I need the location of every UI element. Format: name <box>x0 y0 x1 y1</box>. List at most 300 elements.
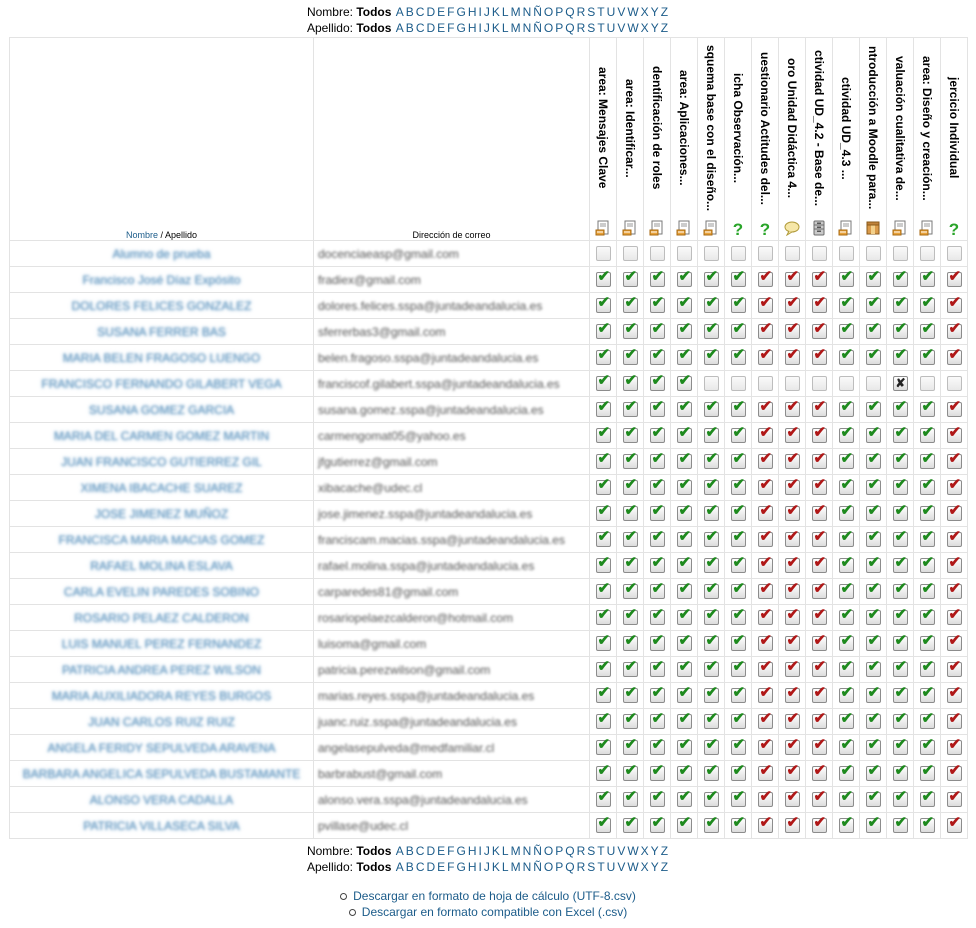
student-name-link[interactable]: MARIA BELEN FRAGOSO LUENGO <box>62 350 261 365</box>
completion-complete-icon[interactable]: ✔ <box>840 450 854 468</box>
download-excel-csv-link[interactable]: Descargar en formato compatible con Excel (.csv) <box>361 905 628 919</box>
completion-complete-icon[interactable]: ✔ <box>624 450 638 468</box>
completion-incomplete-icon[interactable]: ✔ <box>948 762 962 780</box>
completion-complete-icon[interactable]: ✔ <box>732 814 746 832</box>
filter-letter-link[interactable]: L <box>501 21 509 35</box>
completion-complete-icon[interactable]: ✔ <box>624 580 638 598</box>
filter-letter-link[interactable]: Y <box>650 860 659 874</box>
completion-complete-icon[interactable]: ✔ <box>867 658 881 676</box>
filter-letter-link[interactable]: K <box>491 5 500 19</box>
completion-incomplete-icon[interactable]: ✔ <box>813 658 827 676</box>
completion-complete-icon[interactable]: ✔ <box>894 424 908 442</box>
completion-incomplete-icon[interactable]: ✔ <box>813 476 827 494</box>
completion-complete-icon[interactable]: ✔ <box>597 658 611 676</box>
filter-letter-link[interactable]: E <box>437 844 446 858</box>
completion-incomplete-icon[interactable]: ✔ <box>813 268 827 286</box>
filter-letter-link[interactable]: P <box>555 844 564 858</box>
completion-empty-icon[interactable] <box>677 246 692 261</box>
completion-complete-icon[interactable]: ✔ <box>624 268 638 286</box>
completion-complete-icon[interactable]: ✔ <box>732 294 746 312</box>
completion-incomplete-icon[interactable]: ✔ <box>948 346 962 364</box>
completion-complete-icon[interactable]: ✔ <box>921 788 935 806</box>
filter-letter-link[interactable]: I <box>478 844 482 858</box>
completion-complete-icon[interactable]: ✔ <box>678 632 692 650</box>
completion-incomplete-icon[interactable]: ✔ <box>786 346 800 364</box>
completion-complete-icon[interactable]: ✔ <box>705 398 719 416</box>
student-name-link[interactable]: XIMENA IBACACHE SUAREZ <box>80 480 243 495</box>
completion-complete-icon[interactable]: ✔ <box>651 736 665 754</box>
completion-empty-icon[interactable] <box>812 376 827 391</box>
completion-complete-icon[interactable]: ✔ <box>705 554 719 572</box>
completion-incomplete-icon[interactable]: ✔ <box>786 606 800 624</box>
completion-incomplete-icon[interactable]: ✔ <box>813 710 827 728</box>
filter-letter-link[interactable]: G <box>456 21 466 35</box>
completion-complete-icon[interactable]: ✔ <box>840 814 854 832</box>
completion-complete-icon[interactable]: ✔ <box>651 372 665 390</box>
filter-letter-link[interactable]: Y <box>650 5 659 19</box>
filter-letter-link[interactable]: Z <box>660 844 669 858</box>
student-name-link[interactable]: JOSE JIMENEZ MUÑOZ <box>94 506 229 521</box>
filter-letter-link[interactable]: J <box>483 860 490 874</box>
student-name-link[interactable]: ROSARIO PELAEZ CALDERON <box>74 610 249 625</box>
completion-complete-icon[interactable]: ✔ <box>732 398 746 416</box>
filter-letter-link[interactable]: U <box>606 21 616 35</box>
completion-incomplete-icon[interactable]: ✔ <box>948 424 962 442</box>
completion-incomplete-icon[interactable]: ✔ <box>813 346 827 364</box>
completion-complete-icon[interactable]: ✔ <box>894 736 908 754</box>
completion-complete-icon[interactable]: ✔ <box>867 814 881 832</box>
completion-complete-icon[interactable]: ✔ <box>678 476 692 494</box>
completion-complete-icon[interactable]: ✔ <box>678 606 692 624</box>
completion-complete-icon[interactable]: ✔ <box>867 710 881 728</box>
filter-letter-link[interactable]: D <box>426 21 436 35</box>
completion-complete-icon[interactable]: ✔ <box>840 320 854 338</box>
student-name-link[interactable]: PATRICIA ANDREA PEREZ WILSON <box>62 662 261 677</box>
student-name-link[interactable]: RAFAEL MOLINA ESLAVA <box>90 558 233 573</box>
completion-complete-icon[interactable]: ✔ <box>894 268 908 286</box>
completion-complete-icon[interactable]: ✔ <box>921 424 935 442</box>
completion-complete-icon[interactable]: ✔ <box>624 372 638 390</box>
completion-complete-icon[interactable]: ✔ <box>732 736 746 754</box>
completion-complete-icon[interactable]: ✔ <box>705 450 719 468</box>
completion-incomplete-icon[interactable]: ✔ <box>813 502 827 520</box>
completion-complete-icon[interactable]: ✔ <box>624 502 638 520</box>
filter-letter-link[interactable]: C <box>415 860 425 874</box>
completion-complete-icon[interactable]: ✔ <box>624 762 638 780</box>
completion-complete-icon[interactable]: ✔ <box>597 580 611 598</box>
completion-complete-icon[interactable]: ✔ <box>651 580 665 598</box>
filter-letter-link[interactable]: I <box>478 5 482 19</box>
completion-incomplete-icon[interactable]: ✔ <box>813 736 827 754</box>
filter-letter-link[interactable]: T <box>597 844 605 858</box>
completion-empty-icon[interactable] <box>839 246 854 261</box>
filter-letter-link[interactable]: T <box>597 5 605 19</box>
filter-letter-link[interactable]: S <box>587 5 596 19</box>
completion-complete-icon[interactable]: ✔ <box>705 710 719 728</box>
completion-complete-icon[interactable]: ✔ <box>894 294 908 312</box>
completion-complete-icon[interactable]: ✔ <box>624 476 638 494</box>
filter-letter-link[interactable]: W <box>627 844 639 858</box>
completion-incomplete-icon[interactable]: ✔ <box>786 398 800 416</box>
filter-letter-link[interactable]: G <box>456 860 466 874</box>
completion-incomplete-icon[interactable]: ✔ <box>813 450 827 468</box>
completion-complete-icon[interactable]: ✔ <box>678 528 692 546</box>
filter-letter-link[interactable]: U <box>606 844 616 858</box>
completion-empty-icon[interactable] <box>731 246 746 261</box>
completion-incomplete-icon[interactable]: ✔ <box>759 424 773 442</box>
filter-letter-link[interactable]: J <box>483 21 490 35</box>
completion-complete-icon[interactable]: ✔ <box>651 398 665 416</box>
completion-complete-icon[interactable]: ✔ <box>840 528 854 546</box>
completion-incomplete-icon[interactable]: ✔ <box>813 424 827 442</box>
completion-incomplete-icon[interactable]: ✔ <box>759 528 773 546</box>
completion-incomplete-icon[interactable]: ✔ <box>813 606 827 624</box>
completion-complete-icon[interactable]: ✔ <box>840 684 854 702</box>
completion-complete-icon[interactable]: ✔ <box>651 268 665 286</box>
completion-complete-icon[interactable]: ✔ <box>894 710 908 728</box>
completion-empty-icon[interactable] <box>731 376 746 391</box>
completion-incomplete-icon[interactable]: ✔ <box>813 398 827 416</box>
filter-letter-link[interactable]: L <box>501 844 509 858</box>
completion-complete-icon[interactable]: ✔ <box>651 788 665 806</box>
completion-complete-icon[interactable]: ✔ <box>624 684 638 702</box>
completion-complete-icon[interactable]: ✔ <box>624 554 638 572</box>
filter-letter-link[interactable]: T <box>597 860 605 874</box>
completion-complete-icon[interactable]: ✔ <box>651 710 665 728</box>
completion-complete-icon[interactable]: ✔ <box>867 502 881 520</box>
completion-complete-icon[interactable]: ✔ <box>678 346 692 364</box>
sort-by-first-name-link[interactable]: Nombre <box>125 230 158 240</box>
filter-letter-link[interactable]: X <box>640 860 649 874</box>
completion-incomplete-icon[interactable]: ✔ <box>759 710 773 728</box>
completion-complete-icon[interactable]: ✔ <box>867 424 881 442</box>
filter-letter-link[interactable]: S <box>587 21 596 35</box>
completion-complete-icon[interactable]: ✔ <box>651 294 665 312</box>
completion-incomplete-icon[interactable]: ✔ <box>813 762 827 780</box>
completion-complete-icon[interactable]: ✔ <box>624 424 638 442</box>
completion-complete-icon[interactable]: ✔ <box>651 346 665 364</box>
completion-complete-icon[interactable]: ✔ <box>921 294 935 312</box>
filter-letter-link[interactable]: T <box>597 21 605 35</box>
completion-complete-icon[interactable]: ✔ <box>597 762 611 780</box>
completion-complete-icon[interactable]: ✔ <box>597 502 611 520</box>
filter-letter-link[interactable]: B <box>405 21 414 35</box>
completion-complete-icon[interactable]: ✔ <box>867 476 881 494</box>
completion-complete-icon[interactable]: ✔ <box>705 424 719 442</box>
completion-complete-icon[interactable]: ✔ <box>597 450 611 468</box>
completion-incomplete-icon[interactable]: ✔ <box>948 814 962 832</box>
filter-letter-link[interactable]: Z <box>660 5 669 19</box>
completion-empty-icon[interactable] <box>839 376 854 391</box>
completion-complete-icon[interactable]: ✔ <box>678 320 692 338</box>
completion-complete-icon[interactable]: ✔ <box>624 632 638 650</box>
completion-incomplete-icon[interactable]: ✔ <box>813 294 827 312</box>
completion-complete-icon[interactable]: ✔ <box>732 450 746 468</box>
filter-letter-link[interactable]: Q <box>565 860 575 874</box>
completion-empty-icon[interactable] <box>893 246 908 261</box>
student-name-link[interactable]: DOLORES FELICES GONZALEZ <box>71 298 252 313</box>
completion-incomplete-icon[interactable]: ✔ <box>786 476 800 494</box>
filter-letter-link[interactable]: P <box>555 5 564 19</box>
completion-incomplete-icon[interactable]: ✔ <box>786 710 800 728</box>
completion-complete-icon[interactable]: ✔ <box>921 814 935 832</box>
completion-complete-icon[interactable]: ✔ <box>894 502 908 520</box>
completion-complete-icon[interactable]: ✔ <box>732 632 746 650</box>
completion-complete-icon[interactable]: ✔ <box>921 736 935 754</box>
completion-incomplete-icon[interactable]: ✔ <box>813 684 827 702</box>
completion-incomplete-icon[interactable]: ✔ <box>948 528 962 546</box>
completion-complete-icon[interactable]: ✔ <box>732 502 746 520</box>
completion-empty-icon[interactable] <box>920 246 935 261</box>
filter-letter-link[interactable]: B <box>405 5 414 19</box>
completion-complete-icon[interactable]: ✔ <box>732 476 746 494</box>
filter-letter-link[interactable]: J <box>483 5 490 19</box>
completion-complete-icon[interactable]: ✔ <box>597 684 611 702</box>
completion-complete-icon[interactable]: ✔ <box>705 736 719 754</box>
completion-complete-icon[interactable]: ✔ <box>678 424 692 442</box>
completion-complete-icon[interactable]: ✔ <box>597 398 611 416</box>
completion-complete-icon[interactable]: ✔ <box>894 450 908 468</box>
filter-letter-link[interactable]: Q <box>565 5 575 19</box>
completion-empty-icon[interactable] <box>812 246 827 261</box>
completion-empty-icon[interactable] <box>920 376 935 391</box>
completion-complete-icon[interactable]: ✔ <box>921 710 935 728</box>
completion-complete-icon[interactable]: ✔ <box>732 268 746 286</box>
filter-letter-link[interactable]: H <box>467 5 477 19</box>
filter-letter-link[interactable]: E <box>437 860 446 874</box>
student-name-link[interactable]: JUAN CARLOS RUIZ RUIZ <box>88 714 235 729</box>
completion-complete-icon[interactable]: ✔ <box>678 372 692 390</box>
filter-letter-link[interactable]: F <box>447 5 455 19</box>
completion-complete-icon[interactable]: ✔ <box>867 268 881 286</box>
completion-incomplete-icon[interactable]: ✔ <box>948 606 962 624</box>
filter-letter-link[interactable]: H <box>467 21 477 35</box>
filter-letter-link[interactable]: X <box>640 21 649 35</box>
completion-complete-icon[interactable]: ✔ <box>597 268 611 286</box>
completion-complete-icon[interactable]: ✔ <box>867 788 881 806</box>
completion-complete-icon[interactable]: ✔ <box>921 684 935 702</box>
completion-complete-icon[interactable]: ✔ <box>867 346 881 364</box>
completion-complete-icon[interactable]: ✔ <box>732 788 746 806</box>
filter-letter-link[interactable]: M <box>510 21 521 35</box>
filter-letter-link[interactable]: N <box>522 844 532 858</box>
completion-complete-icon[interactable]: ✔ <box>732 606 746 624</box>
completion-complete-icon[interactable]: ✔ <box>840 476 854 494</box>
activity-column-header[interactable] <box>752 38 779 241</box>
activity-column-header[interactable] <box>617 38 644 241</box>
completion-complete-icon[interactable]: ✔ <box>840 762 854 780</box>
completion-complete-icon[interactable]: ✔ <box>921 502 935 520</box>
student-name-link[interactable]: MARIA DEL CARMEN GOMEZ MARTIN <box>53 428 270 443</box>
filter-letter-link[interactable]: I <box>478 21 482 35</box>
filter-letter-link[interactable]: A <box>395 844 404 858</box>
completion-complete-icon[interactable]: ✔ <box>921 268 935 286</box>
completion-incomplete-icon[interactable]: ✔ <box>759 346 773 364</box>
completion-complete-icon[interactable]: ✔ <box>705 294 719 312</box>
completion-complete-icon[interactable]: ✔ <box>867 736 881 754</box>
completion-complete-icon[interactable]: ✔ <box>840 268 854 286</box>
completion-incomplete-icon[interactable]: ✔ <box>948 398 962 416</box>
completion-complete-icon[interactable]: ✔ <box>597 736 611 754</box>
completion-empty-icon[interactable] <box>866 246 881 261</box>
completion-incomplete-icon[interactable]: ✔ <box>759 320 773 338</box>
completion-complete-icon[interactable]: ✔ <box>921 658 935 676</box>
completion-complete-icon[interactable]: ✔ <box>840 398 854 416</box>
completion-incomplete-icon[interactable]: ✔ <box>948 450 962 468</box>
completion-complete-icon[interactable]: ✔ <box>840 346 854 364</box>
completion-incomplete-icon[interactable]: ✔ <box>786 268 800 286</box>
filter-letter-link[interactable]: S <box>587 844 596 858</box>
completion-complete-icon[interactable]: ✔ <box>624 346 638 364</box>
student-name-link[interactable]: ANGELA FERIDY SEPULVEDA ARAVENA <box>47 740 276 755</box>
completion-complete-icon[interactable]: ✔ <box>732 346 746 364</box>
filter-letter-link[interactable]: Q <box>565 844 575 858</box>
completion-complete-icon[interactable]: ✔ <box>651 476 665 494</box>
student-name-link[interactable]: JUAN FRANCISCO GUTIERREZ GIL <box>61 454 262 469</box>
completion-complete-icon[interactable]: ✔ <box>867 580 881 598</box>
completion-complete-icon[interactable]: ✔ <box>678 450 692 468</box>
student-name-link[interactable]: Francisco José Díaz Expósito <box>82 272 241 287</box>
filter-letter-link[interactable]: O <box>543 21 554 35</box>
completion-complete-icon[interactable]: ✔ <box>705 268 719 286</box>
completion-complete-icon[interactable]: ✔ <box>651 762 665 780</box>
completion-complete-icon[interactable]: ✔ <box>732 762 746 780</box>
completion-empty-icon[interactable] <box>650 246 665 261</box>
completion-complete-icon[interactable]: ✔ <box>651 632 665 650</box>
completion-complete-icon[interactable]: ✔ <box>597 814 611 832</box>
completion-complete-icon[interactable]: ✔ <box>921 346 935 364</box>
completion-complete-icon[interactable]: ✔ <box>705 632 719 650</box>
activity-column-header[interactable] <box>941 38 968 241</box>
completion-complete-icon[interactable]: ✔ <box>678 398 692 416</box>
completion-complete-icon[interactable]: ✔ <box>732 684 746 702</box>
completion-incomplete-icon[interactable]: ✔ <box>786 294 800 312</box>
completion-complete-icon[interactable]: ✔ <box>894 528 908 546</box>
completion-complete-icon[interactable]: ✔ <box>867 632 881 650</box>
filter-letter-link[interactable]: F <box>447 860 455 874</box>
filter-letter-link[interactable]: N <box>522 860 532 874</box>
completion-complete-icon[interactable]: ✔ <box>678 684 692 702</box>
completion-incomplete-icon[interactable]: ✔ <box>759 398 773 416</box>
activity-column-header[interactable] <box>698 38 725 241</box>
completion-empty-icon[interactable] <box>623 246 638 261</box>
filter-letter-link[interactable]: I <box>478 860 482 874</box>
completion-complete-icon[interactable]: ✔ <box>921 580 935 598</box>
filter-letter-link[interactable]: N <box>522 5 532 19</box>
filter-letter-link[interactable]: R <box>576 21 586 35</box>
completion-empty-icon[interactable] <box>866 376 881 391</box>
completion-incomplete-icon[interactable]: ✔ <box>948 476 962 494</box>
filter-letter-link[interactable]: M <box>510 5 521 19</box>
completion-complete-icon[interactable]: ✔ <box>624 320 638 338</box>
activity-column-header[interactable] <box>833 38 860 241</box>
completion-incomplete-icon[interactable]: ✔ <box>813 580 827 598</box>
completion-empty-icon[interactable] <box>704 376 719 391</box>
completion-complete-icon[interactable]: ✔ <box>651 502 665 520</box>
completion-complete-icon[interactable]: ✔ <box>651 450 665 468</box>
completion-incomplete-icon[interactable]: ✔ <box>759 450 773 468</box>
activity-column-header[interactable] <box>779 38 806 241</box>
completion-incomplete-icon[interactable]: ✔ <box>786 684 800 702</box>
completion-complete-icon[interactable]: ✔ <box>705 346 719 364</box>
completion-incomplete-icon[interactable]: ✔ <box>759 632 773 650</box>
completion-complete-icon[interactable]: ✔ <box>624 736 638 754</box>
completion-complete-icon[interactable]: ✔ <box>867 684 881 702</box>
completion-incomplete-icon[interactable]: ✔ <box>759 580 773 598</box>
filter-letter-link[interactable]: Q <box>565 21 575 35</box>
filter-letter-link[interactable]: F <box>447 21 455 35</box>
completion-incomplete-icon[interactable]: ✔ <box>948 736 962 754</box>
completion-complete-icon[interactable]: ✔ <box>624 294 638 312</box>
completion-complete-icon[interactable]: ✔ <box>840 658 854 676</box>
filter-letter-link[interactable]: H <box>467 844 477 858</box>
completion-complete-icon[interactable]: ✔ <box>921 476 935 494</box>
activity-column-header[interactable] <box>590 38 617 241</box>
completion-complete-icon[interactable]: ✔ <box>678 736 692 754</box>
completion-empty-icon[interactable] <box>758 246 773 261</box>
completion-complete-icon[interactable]: ✔ <box>894 554 908 572</box>
completion-complete-icon[interactable]: ✔ <box>840 294 854 312</box>
completion-complete-icon[interactable]: ✔ <box>732 554 746 572</box>
completion-complete-icon[interactable]: ✔ <box>597 320 611 338</box>
filter-letter-link[interactable]: V <box>617 5 626 19</box>
filter-letter-link[interactable]: Z <box>660 860 669 874</box>
completion-complete-icon[interactable]: ✔ <box>840 788 854 806</box>
student-name-link[interactable]: ALONSO VERA CADALLA <box>89 792 234 807</box>
student-name-link[interactable]: LUIS MANUEL PEREZ FERNANDEZ <box>61 636 262 651</box>
filter-letter-link[interactable]: G <box>456 844 466 858</box>
completion-incomplete-icon[interactable]: ✔ <box>813 554 827 572</box>
activity-column-header[interactable] <box>644 38 671 241</box>
completion-complete-icon[interactable]: ✔ <box>732 580 746 598</box>
completion-complete-icon[interactable]: ✔ <box>705 814 719 832</box>
completion-complete-icon[interactable]: ✔ <box>867 320 881 338</box>
completion-incomplete-icon[interactable]: ✔ <box>759 294 773 312</box>
completion-complete-icon[interactable]: ✔ <box>678 814 692 832</box>
student-name-link[interactable]: FRANCISCO FERNANDO GILABERT VEGA <box>41 376 282 391</box>
completion-complete-icon[interactable]: ✔ <box>624 658 638 676</box>
completion-complete-icon[interactable]: ✔ <box>705 684 719 702</box>
completion-complete-icon[interactable]: ✔ <box>678 762 692 780</box>
filter-letter-link[interactable]: R <box>576 5 586 19</box>
filter-letter-link[interactable]: S <box>587 860 596 874</box>
completion-incomplete-icon[interactable]: ✔ <box>759 554 773 572</box>
completion-complete-icon[interactable]: ✔ <box>651 684 665 702</box>
completion-complete-icon[interactable]: ✔ <box>678 502 692 520</box>
completion-complete-icon[interactable]: ✔ <box>705 788 719 806</box>
filter-letter-link[interactable]: O <box>543 844 554 858</box>
filter-letter-link[interactable]: L <box>501 5 509 19</box>
filter-letter-link[interactable]: V <box>617 21 626 35</box>
completion-incomplete-icon[interactable]: ✔ <box>786 632 800 650</box>
filter-letter-link[interactable]: E <box>437 5 446 19</box>
filter-letter-link[interactable]: W <box>627 860 639 874</box>
completion-complete-icon[interactable]: ✔ <box>894 684 908 702</box>
completion-incomplete-icon[interactable]: ✔ <box>759 476 773 494</box>
completion-complete-icon[interactable]: ✔ <box>678 788 692 806</box>
completion-incomplete-icon[interactable]: ✔ <box>786 658 800 676</box>
filter-letter-link[interactable]: W <box>627 5 639 19</box>
filter-letter-link[interactable]: A <box>395 21 404 35</box>
completion-complete-icon[interactable]: ✔ <box>867 398 881 416</box>
student-name-link[interactable]: MARIA AUXILIADORA REYES BURGOS <box>51 688 272 703</box>
filter-letter-link[interactable]: Y <box>650 21 659 35</box>
completion-incomplete-icon[interactable]: ✔ <box>948 710 962 728</box>
completion-complete-icon[interactable]: ✔ <box>921 606 935 624</box>
completion-complete-icon[interactable]: ✔ <box>597 476 611 494</box>
activity-column-header[interactable] <box>671 38 698 241</box>
completion-incomplete-icon[interactable]: ✔ <box>759 814 773 832</box>
